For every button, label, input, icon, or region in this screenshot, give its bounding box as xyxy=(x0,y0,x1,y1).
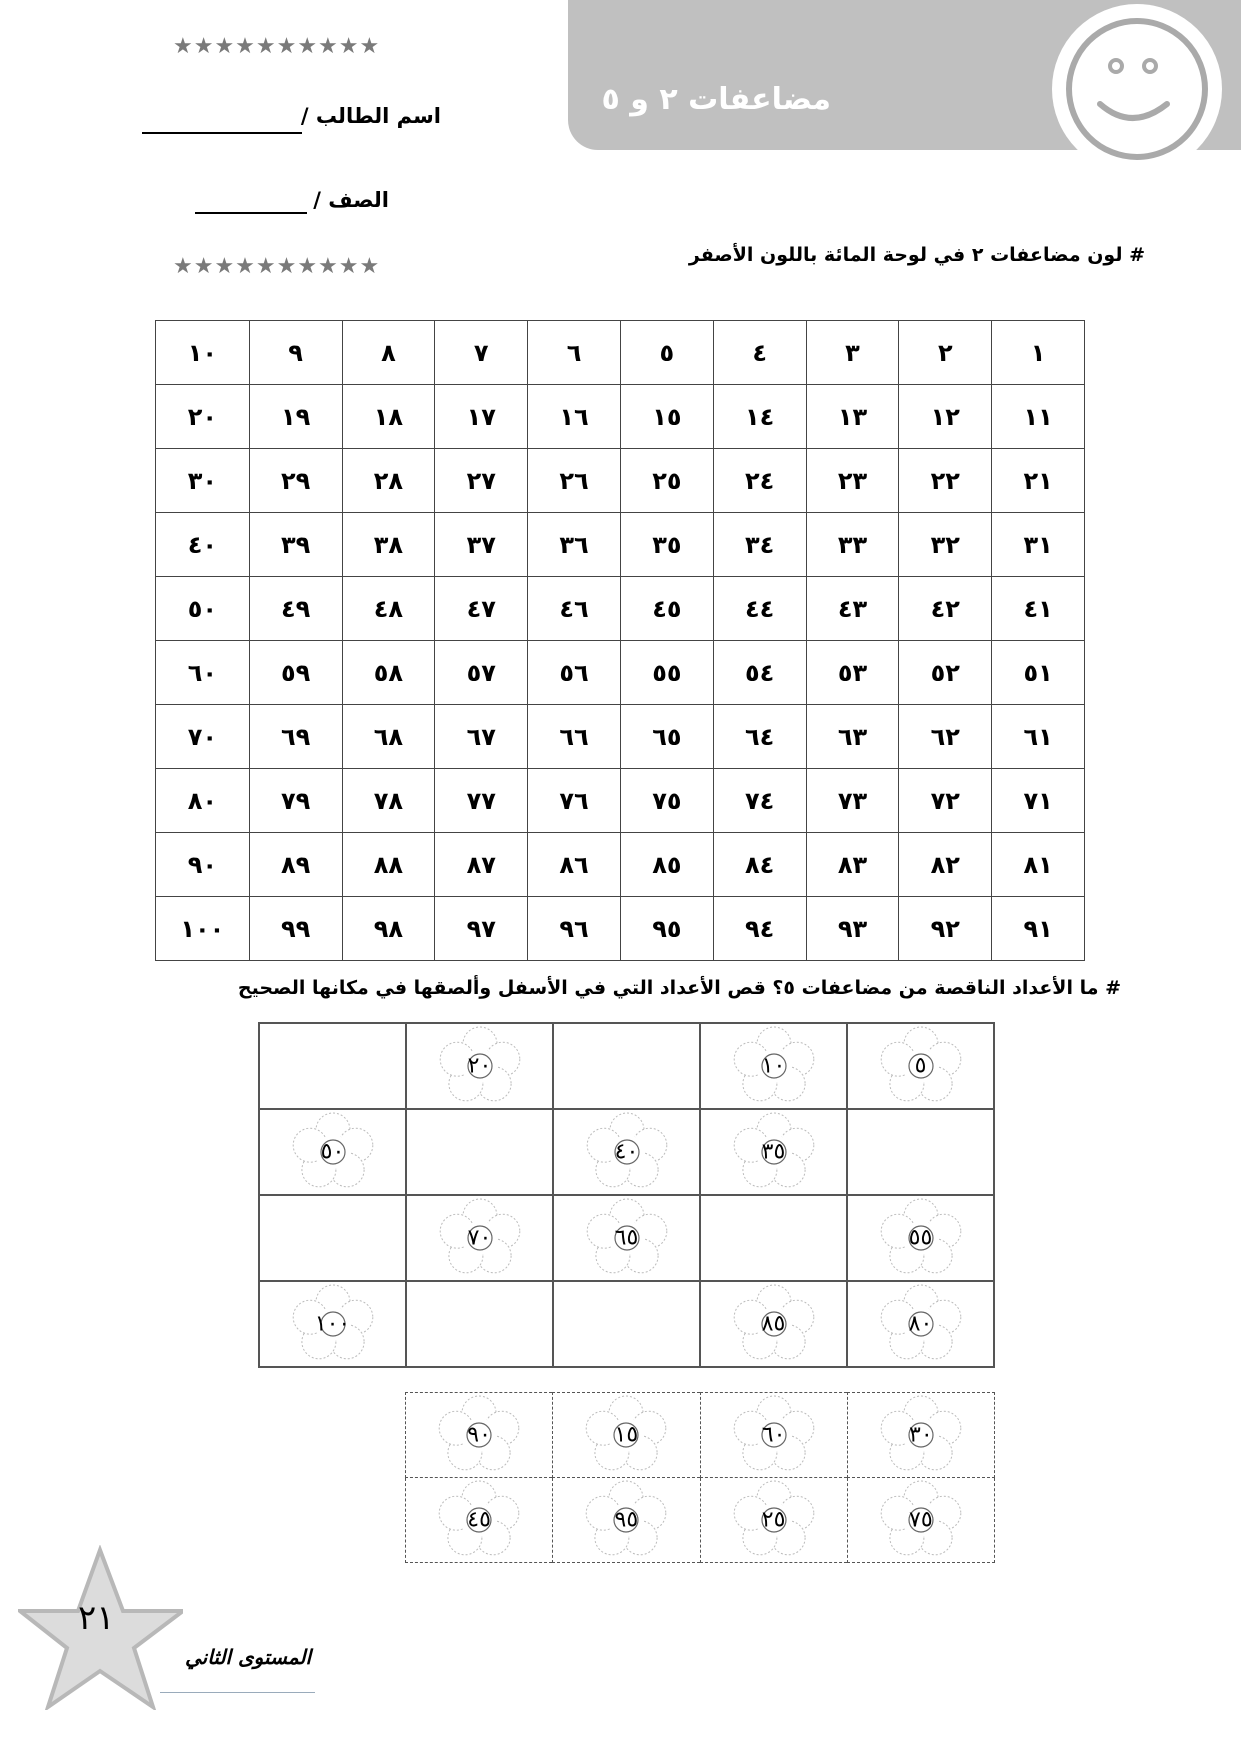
cutout-cell[interactable] xyxy=(406,1478,553,1563)
hundred-cell[interactable]: ٢٣ xyxy=(806,449,899,513)
hundred-cell[interactable]: ٣٢ xyxy=(899,513,992,577)
flower-grid-cell[interactable] xyxy=(553,1109,700,1195)
flower-number: ٥٥ xyxy=(908,1225,933,1251)
hundred-cell[interactable]: ١٩ xyxy=(249,385,342,449)
flower-grid-cell[interactable] xyxy=(847,1023,994,1109)
hundred-cell[interactable]: ٥٦ xyxy=(528,641,621,705)
hundred-cell[interactable]: ٤٥ xyxy=(620,577,713,641)
flower-number: ٧٥ xyxy=(909,1507,933,1533)
student-name-label: اسم الطالب / xyxy=(300,104,441,128)
flower-grid-cell[interactable] xyxy=(553,1195,700,1281)
flower-grid-cell[interactable] xyxy=(259,1109,406,1195)
hundred-cell[interactable]: ٤٦ xyxy=(528,577,621,641)
hundred-cell[interactable]: ٤٠ xyxy=(156,513,250,577)
hundred-cell[interactable]: ٧٣ xyxy=(806,769,899,833)
hundred-cell[interactable]: ١٣ xyxy=(806,385,899,449)
hundred-cell[interactable]: ٥٨ xyxy=(342,641,435,705)
hundred-cell[interactable]: ٨٧ xyxy=(435,833,528,897)
flower-grid-cell[interactable] xyxy=(700,1023,847,1109)
flower-grid-cell[interactable] xyxy=(553,1023,700,1109)
hundred-cell[interactable]: ٧٦ xyxy=(528,769,621,833)
hundred-cell[interactable]: ٥٢ xyxy=(899,641,992,705)
flower-number: ٥٠ xyxy=(320,1139,345,1165)
hundred-cell[interactable]: ٤٨ xyxy=(342,577,435,641)
flower-number: ٩٠ xyxy=(467,1422,491,1448)
hundred-cell[interactable]: ٢٦ xyxy=(528,449,621,513)
hundred-cell[interactable]: ٣ xyxy=(806,321,899,385)
smiley-icon xyxy=(1052,4,1222,174)
hundred-cell[interactable]: ٢٠ xyxy=(156,385,250,449)
hundred-cell[interactable]: ٨٩ xyxy=(249,833,342,897)
hundred-cell[interactable]: ١٢ xyxy=(899,385,992,449)
cutout-grid xyxy=(405,1392,995,1563)
hundred-cell[interactable]: ٨٢ xyxy=(899,833,992,897)
flower-grid-cell[interactable] xyxy=(406,1023,553,1109)
flower-grid-cell[interactable] xyxy=(553,1281,700,1367)
flower-grid-cell[interactable] xyxy=(700,1195,847,1281)
hundred-cell[interactable]: ٧٤ xyxy=(713,769,806,833)
hundred-cell[interactable]: ٦٢ xyxy=(899,705,992,769)
flower-grid-cell[interactable] xyxy=(259,1195,406,1281)
hundred-cell[interactable]: ١٠٠ xyxy=(156,897,250,961)
flower-grid-row xyxy=(259,1109,994,1195)
hundred-cell[interactable]: ٢٢ xyxy=(899,449,992,513)
page-number: ٢١ xyxy=(78,1598,115,1638)
hundred-cell[interactable]: ١٤ xyxy=(713,385,806,449)
hundred-row xyxy=(156,577,1085,641)
hundred-cell[interactable]: ٥٧ xyxy=(435,641,528,705)
hundred-cell[interactable]: ٧١ xyxy=(992,769,1085,833)
hundred-cell[interactable]: ٢١ xyxy=(992,449,1085,513)
hundred-cell[interactable]: ٣٥ xyxy=(620,513,713,577)
flower-grid-cell[interactable] xyxy=(259,1281,406,1367)
hundred-cell[interactable]: ٣٠ xyxy=(156,449,250,513)
hundred-cell[interactable]: ١٦ xyxy=(528,385,621,449)
hundred-cell[interactable]: ٦٤ xyxy=(713,705,806,769)
hundred-cell[interactable]: ٤ xyxy=(713,321,806,385)
hundred-cell[interactable]: ٩٧ xyxy=(435,897,528,961)
flower-number: ٨٥ xyxy=(761,1311,786,1337)
hundred-row xyxy=(156,641,1085,705)
hundred-cell[interactable]: ٧٢ xyxy=(899,769,992,833)
hundred-cell[interactable]: ٧٨ xyxy=(342,769,435,833)
flower-grid xyxy=(258,1022,995,1368)
flower-grid-row xyxy=(259,1195,994,1281)
cutout-row xyxy=(406,1478,995,1563)
hundred-cell[interactable]: ٩٩ xyxy=(249,897,342,961)
hundred-cell[interactable]: ٦٩ xyxy=(249,705,342,769)
hundred-row xyxy=(156,513,1085,577)
flower-number: ٧٠ xyxy=(467,1225,492,1251)
hundred-cell[interactable]: ٥ xyxy=(620,321,713,385)
flower-number: ٦٠ xyxy=(761,1422,786,1448)
flower-number: ٢٠ xyxy=(467,1053,492,1079)
hundred-cell[interactable]: ٨ xyxy=(342,321,435,385)
hundred-cell[interactable]: ٧٠ xyxy=(156,705,250,769)
flower-grid-cell[interactable] xyxy=(847,1195,994,1281)
flower-number: ١٠٠ xyxy=(314,1311,351,1337)
hundred-cell[interactable]: ٩٨ xyxy=(342,897,435,961)
flower-grid-cell[interactable] xyxy=(700,1281,847,1367)
hundred-cell[interactable]: ٨٦ xyxy=(528,833,621,897)
hundred-cell[interactable]: ١٠ xyxy=(156,321,250,385)
hundred-row xyxy=(156,705,1085,769)
cutout-row xyxy=(406,1393,995,1478)
hundred-cell[interactable]: ٤٢ xyxy=(899,577,992,641)
hundred-cell[interactable]: ٦ xyxy=(528,321,621,385)
hundred-cell[interactable]: ٢٧ xyxy=(435,449,528,513)
task1-instruction: # لون مضاعفات ٢ في لوحة المائة باللون الأصفر xyxy=(688,244,1145,266)
hundred-cell[interactable]: ٧٩ xyxy=(249,769,342,833)
hundred-cell[interactable]: ٨٥ xyxy=(620,833,713,897)
hundred-cell[interactable]: ٨١ xyxy=(992,833,1085,897)
hundred-cell[interactable]: ٧ xyxy=(435,321,528,385)
cutout-cell[interactable] xyxy=(553,1393,700,1478)
hundred-cell[interactable]: ٨٣ xyxy=(806,833,899,897)
hundred-row xyxy=(156,897,1085,961)
cutout-cell[interactable] xyxy=(847,1393,994,1478)
flower-number: ٢٥ xyxy=(761,1507,786,1533)
hundred-cell[interactable]: ٨٠ xyxy=(156,769,250,833)
cutout-cell[interactable] xyxy=(847,1478,994,1563)
hundred-cell[interactable]: ٩ xyxy=(249,321,342,385)
hundred-cell[interactable]: ٦٠ xyxy=(156,641,250,705)
hundred-cell[interactable]: ٤١ xyxy=(992,577,1085,641)
cutout-cell[interactable] xyxy=(700,1393,847,1478)
flower-number: ٨٠ xyxy=(908,1311,933,1337)
hundred-row xyxy=(156,385,1085,449)
hundred-cell[interactable]: ٣٩ xyxy=(249,513,342,577)
hundred-cell[interactable]: ٥٠ xyxy=(156,577,250,641)
hundred-cell[interactable]: ٣٣ xyxy=(806,513,899,577)
hundred-cell[interactable]: ٣٤ xyxy=(713,513,806,577)
hundred-cell[interactable]: ٣١ xyxy=(992,513,1085,577)
hundred-cell[interactable]: ٦٣ xyxy=(806,705,899,769)
hundred-cell[interactable]: ١ xyxy=(992,321,1085,385)
hundred-chart xyxy=(155,320,1085,961)
hundred-cell[interactable]: ٩٣ xyxy=(806,897,899,961)
hundred-cell[interactable]: ٩٢ xyxy=(899,897,992,961)
hundred-cell[interactable]: ٤٧ xyxy=(435,577,528,641)
hundred-cell[interactable]: ٢ xyxy=(899,321,992,385)
flower-number: ١٥ xyxy=(614,1422,639,1448)
hundred-cell[interactable]: ١١ xyxy=(992,385,1085,449)
hundred-cell[interactable]: ٨٨ xyxy=(342,833,435,897)
flower-grid-cell[interactable] xyxy=(847,1281,994,1367)
hundred-cell[interactable]: ٩٥ xyxy=(620,897,713,961)
hundred-cell[interactable]: ٢٤ xyxy=(713,449,806,513)
hundred-cell[interactable]: ٣٧ xyxy=(435,513,528,577)
hundred-cell[interactable]: ٦٦ xyxy=(528,705,621,769)
hundred-cell[interactable]: ٤٣ xyxy=(806,577,899,641)
hundred-cell[interactable]: ٦٥ xyxy=(620,705,713,769)
hundred-cell[interactable]: ٥٤ xyxy=(713,641,806,705)
hundred-cell[interactable]: ١٧ xyxy=(435,385,528,449)
student-name-field[interactable] xyxy=(142,132,302,134)
flower-grid-cell[interactable] xyxy=(259,1023,406,1109)
flower-grid-cell[interactable] xyxy=(406,1195,553,1281)
class-field[interactable] xyxy=(195,212,307,214)
hundred-cell[interactable]: ٧٧ xyxy=(435,769,528,833)
flower-grid-row xyxy=(259,1023,994,1109)
flower-number: ٣٠ xyxy=(909,1422,933,1448)
flower-grid-cell[interactable] xyxy=(847,1109,994,1195)
hundred-cell[interactable]: ٢٨ xyxy=(342,449,435,513)
flower-number: ٥ xyxy=(914,1053,927,1079)
cutout-cell[interactable] xyxy=(700,1478,847,1563)
task2-instruction: # ما الأعداد الناقصة من مضاعفات ٥؟ قص الأعداد التي في الأسفل وألصقها في مكانها الصحيح xyxy=(237,977,1121,999)
hundred-cell[interactable]: ٣٦ xyxy=(528,513,621,577)
hundred-cell[interactable]: ٦٨ xyxy=(342,705,435,769)
class-label: الصف / xyxy=(313,188,389,212)
page-title: مضاعفات ٢ و ٥ xyxy=(601,82,831,117)
flower-number: ٦٥ xyxy=(614,1225,639,1251)
hundred-cell[interactable]: ١٨ xyxy=(342,385,435,449)
flower-grid-cell[interactable] xyxy=(406,1109,553,1195)
hundred-cell[interactable]: ٥٥ xyxy=(620,641,713,705)
hundred-cell[interactable]: ٤٩ xyxy=(249,577,342,641)
hundred-cell[interactable]: ٥٩ xyxy=(249,641,342,705)
hundred-cell[interactable]: ٧٥ xyxy=(620,769,713,833)
cutout-cell[interactable] xyxy=(406,1393,553,1478)
hundred-cell[interactable]: ٢٩ xyxy=(249,449,342,513)
hundred-cell[interactable]: ٩٤ xyxy=(713,897,806,961)
flower-number: ٤٥ xyxy=(467,1507,491,1533)
hundred-cell[interactable]: ٦١ xyxy=(992,705,1085,769)
hundred-row xyxy=(156,321,1085,385)
flower-number: ١٠ xyxy=(761,1053,786,1079)
flower-grid-row xyxy=(259,1281,994,1367)
hundred-cell[interactable]: ٣٨ xyxy=(342,513,435,577)
flower-grid-cell[interactable] xyxy=(700,1109,847,1195)
flower-number: ٩٥ xyxy=(614,1507,639,1533)
hundred-cell[interactable]: ٨٤ xyxy=(713,833,806,897)
hundred-cell[interactable]: ٥٣ xyxy=(806,641,899,705)
footer-divider xyxy=(160,1692,315,1693)
hundred-cell[interactable]: ٩٠ xyxy=(156,833,250,897)
hundred-cell[interactable]: ٩٦ xyxy=(528,897,621,961)
hundred-cell[interactable]: ٥١ xyxy=(992,641,1085,705)
hundred-cell[interactable]: ٦٧ xyxy=(435,705,528,769)
hundred-row xyxy=(156,833,1085,897)
flower-grid-cell[interactable] xyxy=(406,1281,553,1367)
hundred-cell[interactable]: ٢٥ xyxy=(620,449,713,513)
stars-divider: ★★★★★★★★★★ xyxy=(173,34,381,59)
hundred-cell[interactable]: ٤٤ xyxy=(713,577,806,641)
stars-divider: ★★★★★★★★★★ xyxy=(173,254,381,279)
hundred-row xyxy=(156,449,1085,513)
hundred-cell[interactable]: ٩١ xyxy=(992,897,1085,961)
cutout-cell[interactable] xyxy=(553,1478,700,1563)
hundred-row xyxy=(156,769,1085,833)
hundred-cell[interactable]: ١٥ xyxy=(620,385,713,449)
level-label: المستوى الثاني xyxy=(185,1645,312,1669)
flower-number: ٤٠ xyxy=(614,1139,639,1165)
flower-number: ٣٥ xyxy=(761,1139,786,1165)
